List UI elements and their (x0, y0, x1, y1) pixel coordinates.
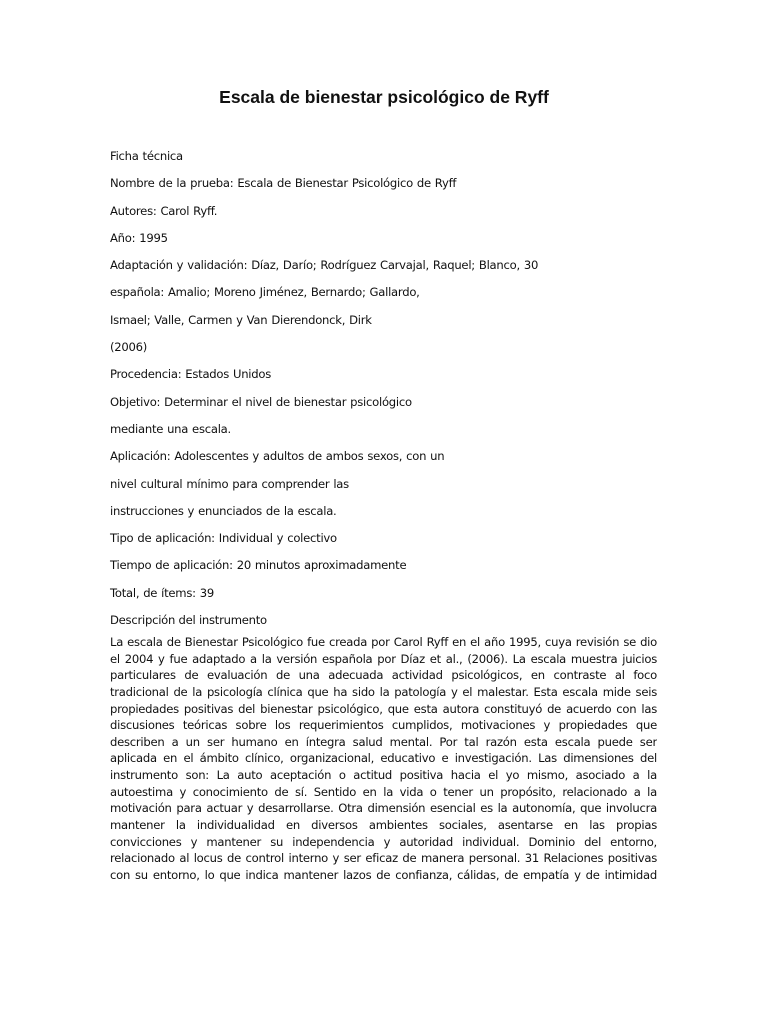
paragraph-line: tradicional de la psicología clínica que ha sido la patología y el malestar. Esta escala mide seis (110, 684, 657, 699)
ficha-line-total-items: Total, de ítems: 39 (110, 585, 214, 600)
paragraph-line: motivación para actuar y desarrollarse. Otra dimensión esencial es la autonomía, que involucra (110, 801, 657, 816)
paragraph-line: particulares de evaluación de una adecuada actividad psicológicos, en contraste al foco (110, 668, 657, 683)
paragraph-line: describen a un ser humano en íntegra salud mental. Por tal razón esta escala puede ser (110, 734, 657, 749)
section-heading: Descripción del instrumento (110, 613, 267, 627)
ficha-line-objective: Objetivo: Determinar el nivel de bienestar psicológico (110, 394, 412, 409)
paragraph-line: mantener la individualidad en diversos ambientes sociales, asentarse en las propias (110, 818, 657, 833)
paragraph-line: La escala de Bienestar Psicológico fue creada por Carol Ryff en el año 1995, cuya revisión se dio (110, 635, 657, 649)
ficha-line-application-type: Tipo de aplicación: Individual y colectivo (110, 531, 337, 546)
paragraph-line: el 2004 y fue adaptado a la versión española por Díaz et al., (2006). La escala muestra juicios (110, 651, 657, 666)
ficha-line-adaptation-2: española: Amalio; Moreno Jiménez, Bernardo; Gallardo, (110, 285, 420, 300)
paragraph-line: autoestima y conocimiento de sí. Sentido en la vida o tener un propósito, relacionado a la (110, 784, 657, 799)
ficha-line-application-time: Tiempo de aplicación: 20 minutos aproximadamente (110, 558, 407, 573)
paragraph-line: con su entorno, lo que indica mantener lazos de confianza, cálidas, de empatía y de intimidad (110, 867, 657, 882)
ficha-line-heading: Ficha técnica (110, 149, 183, 163)
ficha-line-adaptation-year: (2006) (110, 340, 148, 355)
ficha-line-application: Aplicación: Adolescentes y adultos de ambos sexos, con un (110, 449, 445, 464)
paragraph-line: relacionado al locus de control interno y ser eficaz de manera personal. 31 Relaciones positivas (110, 851, 657, 866)
ficha-line-application-2: nivel cultural mínimo para comprender las (110, 476, 349, 491)
ficha-line-adaptation: Adaptación y validación: Díaz, Darío; Rodríguez Carvajal, Raquel; Blanco, 30 (110, 258, 539, 273)
ficha-line-authors: Autores: Carol Ryff. (110, 203, 218, 218)
paragraph-line: discusiones teóricas sobre los requerimientos cumplidos, motivaciones y propiedades que (110, 718, 657, 733)
ficha-line-adaptation-3: Ismael; Valle, Carmen y Van Dierendonck, Dirk (110, 312, 372, 327)
paragraph-line: aplicada en el ámbito clínico, organizacional, educativo e investigación. Las dimensiones del (110, 751, 657, 766)
ficha-line-application-3: instrucciones y enunciados de la escala. (110, 503, 337, 518)
paragraph-line: propiedades positivas del bienestar psicológico, que esta autora constituyó de acuerdo con las (110, 701, 657, 716)
ficha-line-origin: Procedencia: Estados Unidos (110, 367, 272, 382)
ficha-line-test-name: Nombre de la prueba: Escala de Bienestar Psicológico de Ryff (110, 176, 457, 191)
document-title: Escala de bienestar psicológico de Ryff (219, 87, 549, 107)
ficha-line-year: Año: 1995 (110, 230, 168, 245)
body-paragraph (110, 634, 657, 884)
paragraph-line: instrumento son: La auto aceptación o actitud positiva hacia el yo mismo, asociado a la (110, 768, 657, 783)
ficha-line-objective-2: mediante una escala. (110, 421, 231, 436)
ficha-tecnica-block (110, 145, 670, 609)
paragraph-line: convicciones y mantener su independencia y autoridad individual. Dominio del entorno, (110, 834, 657, 849)
